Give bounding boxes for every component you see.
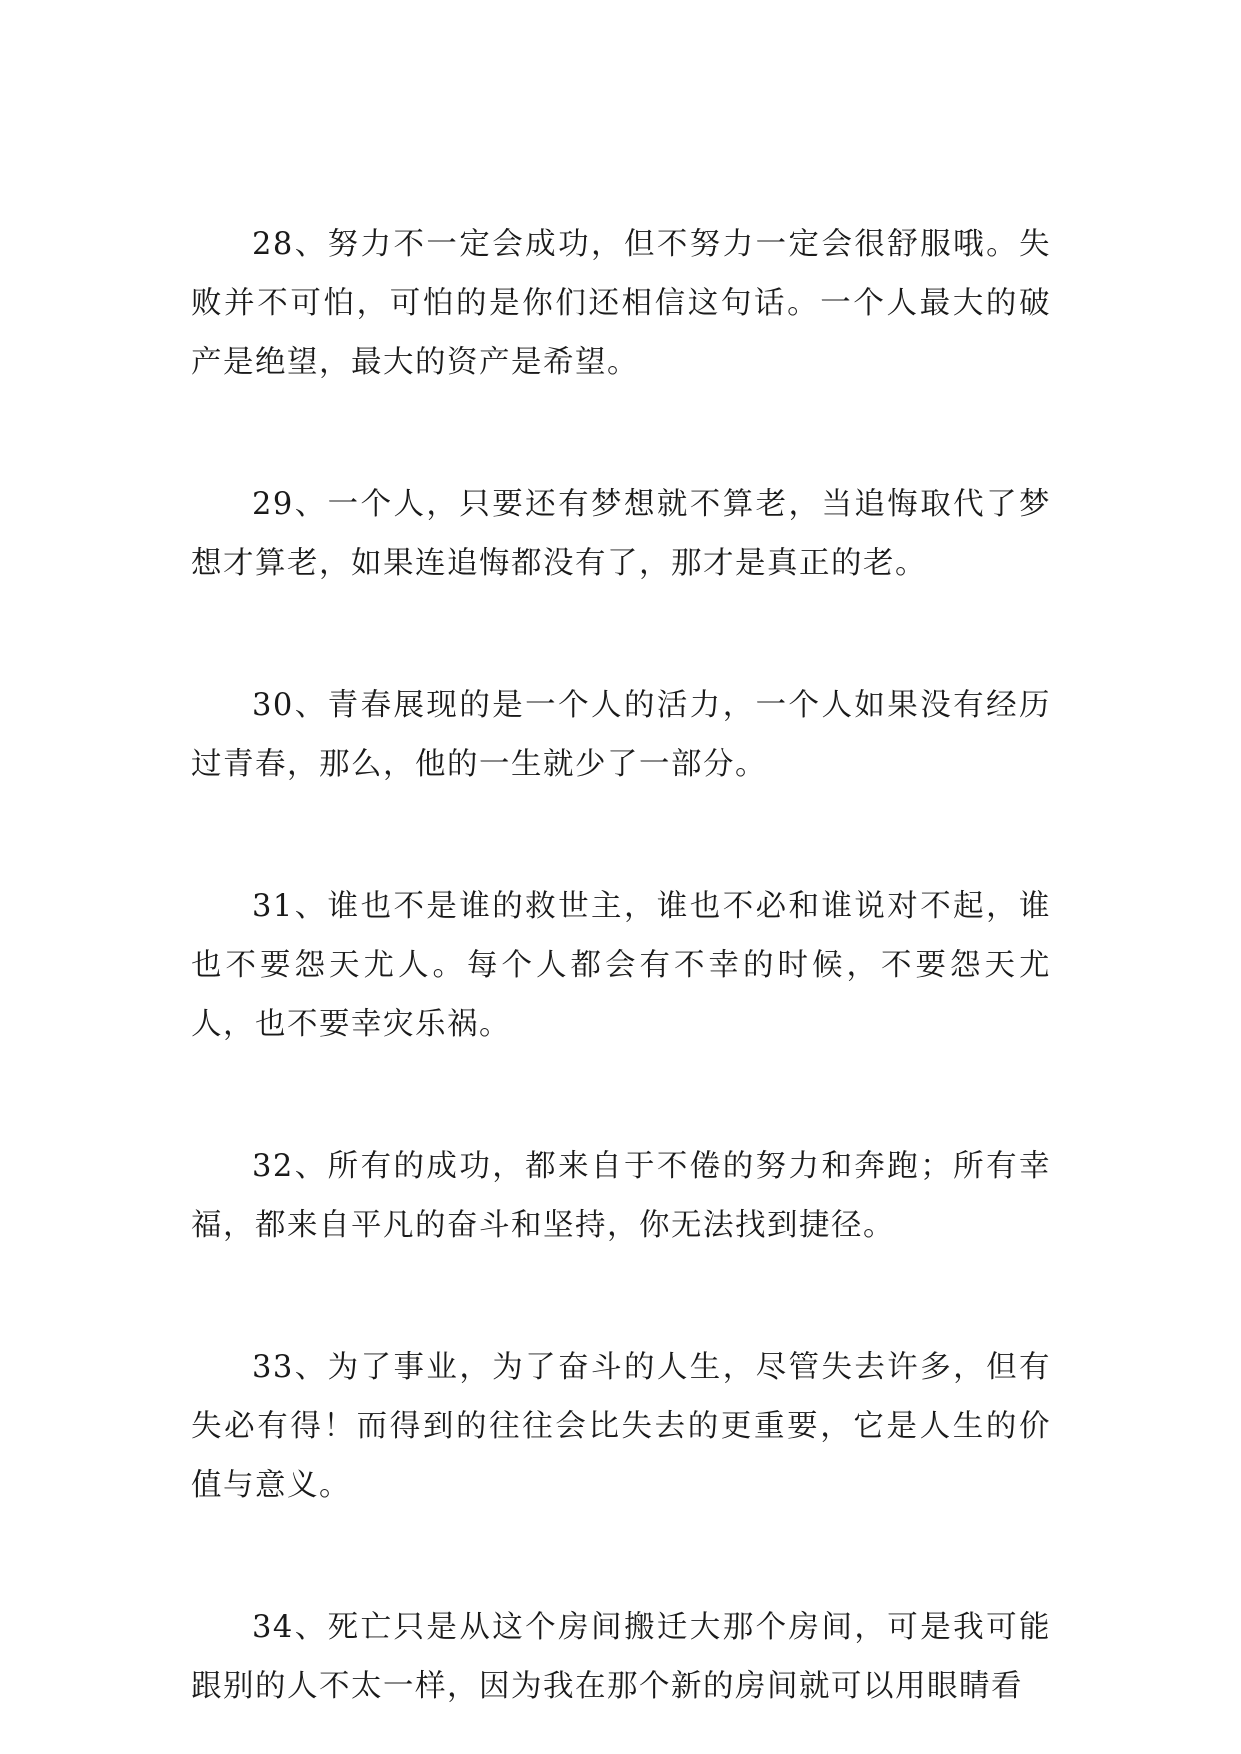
quote-paragraph-28: 28、努力不一定会成功，但不努力一定会很舒服哦。失败并不可怕，可怕的是你们还相信这句话。一个人最大的破产是绝望，最大的资产是希望。 [191,227,1051,380]
quote-paragraph-30: 30、青春展现的是一个人的活力，一个人如果没有经历过青春，那么，他的一生就少了一部分。 [191,688,1051,782]
quote-paragraph-34: 34、死亡只是从这个房间搬迁大那个房间，可是我可能跟别的人不太一样，因为我在那个新的房间就可以用眼睛看 [191,1610,1051,1704]
quote-paragraph-33: 33、为了事业，为了奋斗的人生，尽管失去许多，但有失必有得！而得到的往往会比失去的更重要，它是人生的价值与意义。 [191,1350,1051,1503]
quote-paragraph-32: 32、所有的成功，都来自于不倦的努力和奔跑；所有幸福，都来自平凡的奋斗和坚持，你无法找到捷径。 [191,1149,1051,1243]
document-body [191,215,1051,1716]
quote-paragraph-31: 31、谁也不是谁的救世主，谁也不必和谁说对不起，谁也不要怨天尤人。每个人都会有不幸的时候，不要怨天尤人，也不要幸灾乐祸。 [191,889,1051,1042]
quote-paragraph-29: 29、一个人，只要还有梦想就不算老，当追悔取代了梦想才算老，如果连追悔都没有了，那才是真正的老。 [191,487,1051,581]
